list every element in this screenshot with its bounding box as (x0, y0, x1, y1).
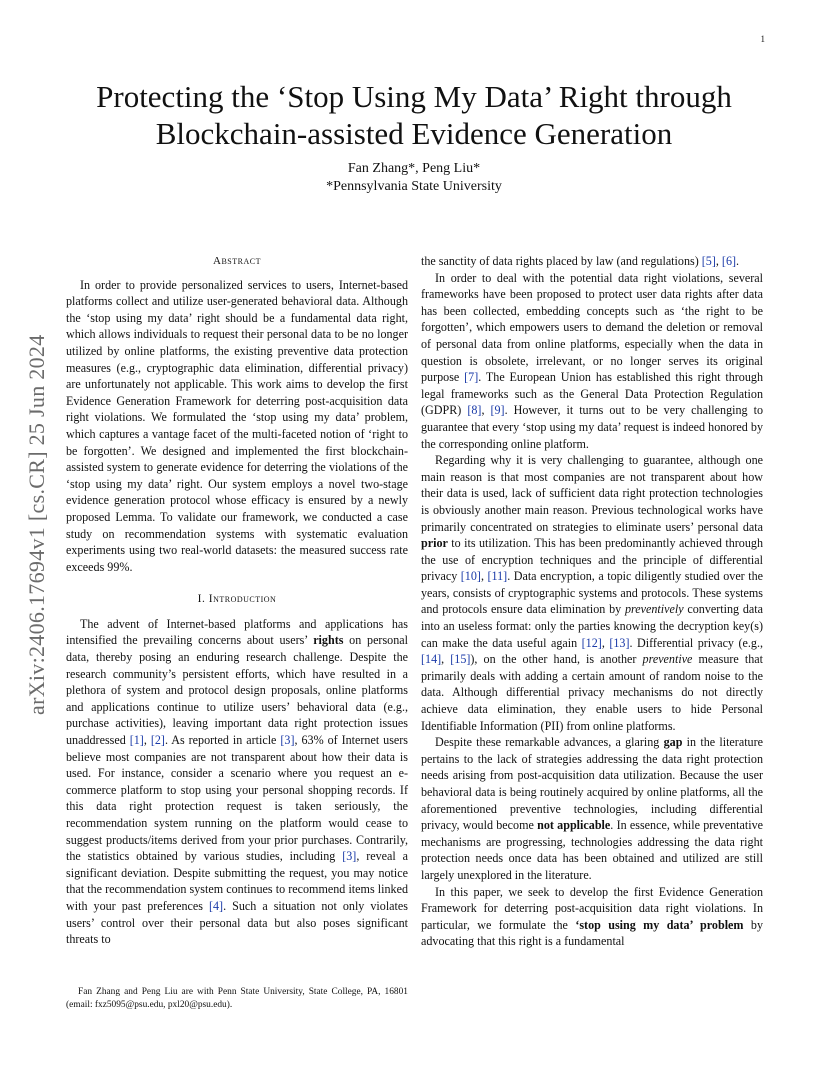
citation-link[interactable]: [5] (701, 254, 716, 268)
citation-link[interactable]: [9] (490, 403, 505, 418)
author-affiliation: *Pennsylvania State University (326, 179, 502, 194)
citation-link[interactable]: [7] (464, 370, 479, 385)
intro-paragraph-4: Despite these remarkable advances, a glaring gap in the literature pertains to the lack of strategies addressing the data right protection needs arising from post-acquisition data utilization. Because the user behavioral data is being routinely acquired by online platforms, all the aforementioned preventive technologies, including differential privacy, would become not applicable. In essence, while preventative mechanisms are progressing, technologies addressing the data right protection needs once data has been obtained and utilized are still largely unexplored in the literature. (421, 735, 763, 882)
intro-paragraph-1-continued: the sanctity of data rights placed by law (and regulations) [5], [6]. (421, 254, 740, 268)
abstract-text: In order to provide personalized services to users, Internet-based platforms collect and utilize user-generated behavioral data. Although the ‘stop using my data’ right should be a fundamental data right, which allows individuals to request their personal data to be no longer utilized by online platforms, the existing preventive data protection measures (e.g., cryptographic data elimination, differential privacy) are unfortunately not applicable. This work aims to develop the first Evidence Generation Framework for deterring post-acquisition data right violations. We formulated the ‘stop using my data’ problem, which captures a vantage facet of the multi-faceted notion of ‘right to be forgotten’. We designed and implemented the first blockchain-assisted system to generate evidence for deterring the violations of the ‘stop using my data’ right. Our system employs a novel two-stage evidence generation protocol whose efficacy is ensured by a newly proposed Lemma. To validate our framework, we conducted a case study on recommendation systems with systematic evaluation experiments using two real-world datasets: the measured success rate exceeds 99%. (66, 277, 408, 574)
citation-link[interactable]: [11] (487, 569, 508, 584)
introduction-heading: I. Introduction (197, 593, 277, 606)
citation-link[interactable]: [8] (467, 403, 482, 418)
page-number: 1 (760, 34, 765, 44)
abstract-heading: Abstract (213, 255, 261, 267)
intro-paragraph-1: The advent of Internet-based platforms and applications has intensified the prevailing concerns about users’ rights on personal data, thereby posing an enduring research challenge. Despite the research community’s persistent efforts, which have resulted in a plethora of system and protocol design proposals, online platforms and applications continue to utilize users’ behavioral data (e.g., purchase activities), leaving important data right protection issues unaddressed [1], [2]. As reported in article [3], 63% of Internet users believe most companies are not transparent about how their data is used. For instance, consider a scenario where you request an e-commerce platform to stop using your personal shopping records. If this data right protection request is taken seriously, the recommendation system running on the platform would cease to suggest products/items derived from your prior purchases. Contrarily, the statistics obtained by various studies, including [3], reveal a significant deviation. Despite submitting the request, you may notice that the recommendation system continues to recommend items linked with your past preferences [4]. Such a situation not only violates users’ control over their personal data but also poses significant threats to (66, 616, 409, 947)
intro-paragraph-2: In order to deal with the potential data right violations, several frameworks have been proposed to protect user data rights after data has been collected, embedding concepts such as ‘the right to be forgotten’, which empowers users to demand the deletion or removal of personal data from online platforms, especially when the data in question is obsolete, irrelevant, or no longer serves its original purpose [7]. The European Union has established this right through legal frameworks such as the General Data Protection Regulation (GDPR) [8], [9]. However, it turns out to be very challenging to guarantee that every ‘stop using my data’ request is indeed honored by the corresponding online platform. (421, 270, 763, 451)
citation-link[interactable]: [12] (581, 635, 602, 650)
intro-paragraph-5: In this paper, we seek to develop the first Evidence Generation Framework for deterring post-acquisition data right violations. In particular, we formulate the ‘stop using my data’ problem by advocating that this right is a fundamental (421, 884, 763, 949)
citation-link[interactable]: [10] (460, 569, 481, 584)
author-list: Fan Zhang*, Peng Liu* (347, 161, 481, 176)
citation-link[interactable]: [1] (129, 733, 144, 748)
citation-link[interactable]: [4] (208, 898, 224, 913)
citation-link[interactable]: [13] (609, 635, 630, 650)
intro-paragraph-3: Regarding why it is very challenging to guarantee, although one main reason is that most companies are not transparent about how their data is used, lack of sufficient data right protection technologies is obviously another main reason. Previous technological works have primarily concentrated on strategies to eliminate users’ personal data prior to its utilization. This has been predominantly achieved through the use of encryption techniques and the principle of differential privacy [10], [11]. Data encryption, a topic diligently studied over the years, consists of cryptographic systems and protocols. These systems and protocols ensure data elimination by preventively converting data into an useless format: only the parties knowing the decryption key(s) can make the data useful again [12], [13]. Differential privacy (e.g., [14], [15]), on the other hand, is another preventive measure that primarily deals with adding a certain amount of random noise to the data. Although differential privacy mechanisms do not directly achieve data elimination, they enable users to hide Personal Identifiable Information (PII) from online platforms. (421, 453, 763, 733)
citation-link[interactable]: [3] (280, 733, 295, 748)
citation-link[interactable]: [15] (450, 652, 471, 667)
citation-link[interactable]: [6] (721, 254, 737, 268)
paper-title: Protecting the ‘Stop Using My Data’ Right through Blockchain-assisted Evidence Generation (96, 79, 732, 151)
author-footnote: Fan Zhang and Peng Liu are with Penn State University, State College, PA, 16801 (email: fxz5095@psu.edu, pxl20@psu.edu). (66, 987, 408, 1010)
arxiv-identifier: arXiv:2406.17694v1 [cs.CR] 25 Jun 2024 (24, 334, 49, 716)
left-column (66, 253, 408, 948)
right-column (421, 253, 763, 950)
citation-link[interactable]: [14] (421, 652, 442, 667)
citation-link[interactable]: [2] (150, 733, 165, 748)
citation-link[interactable]: [3] (342, 849, 357, 864)
